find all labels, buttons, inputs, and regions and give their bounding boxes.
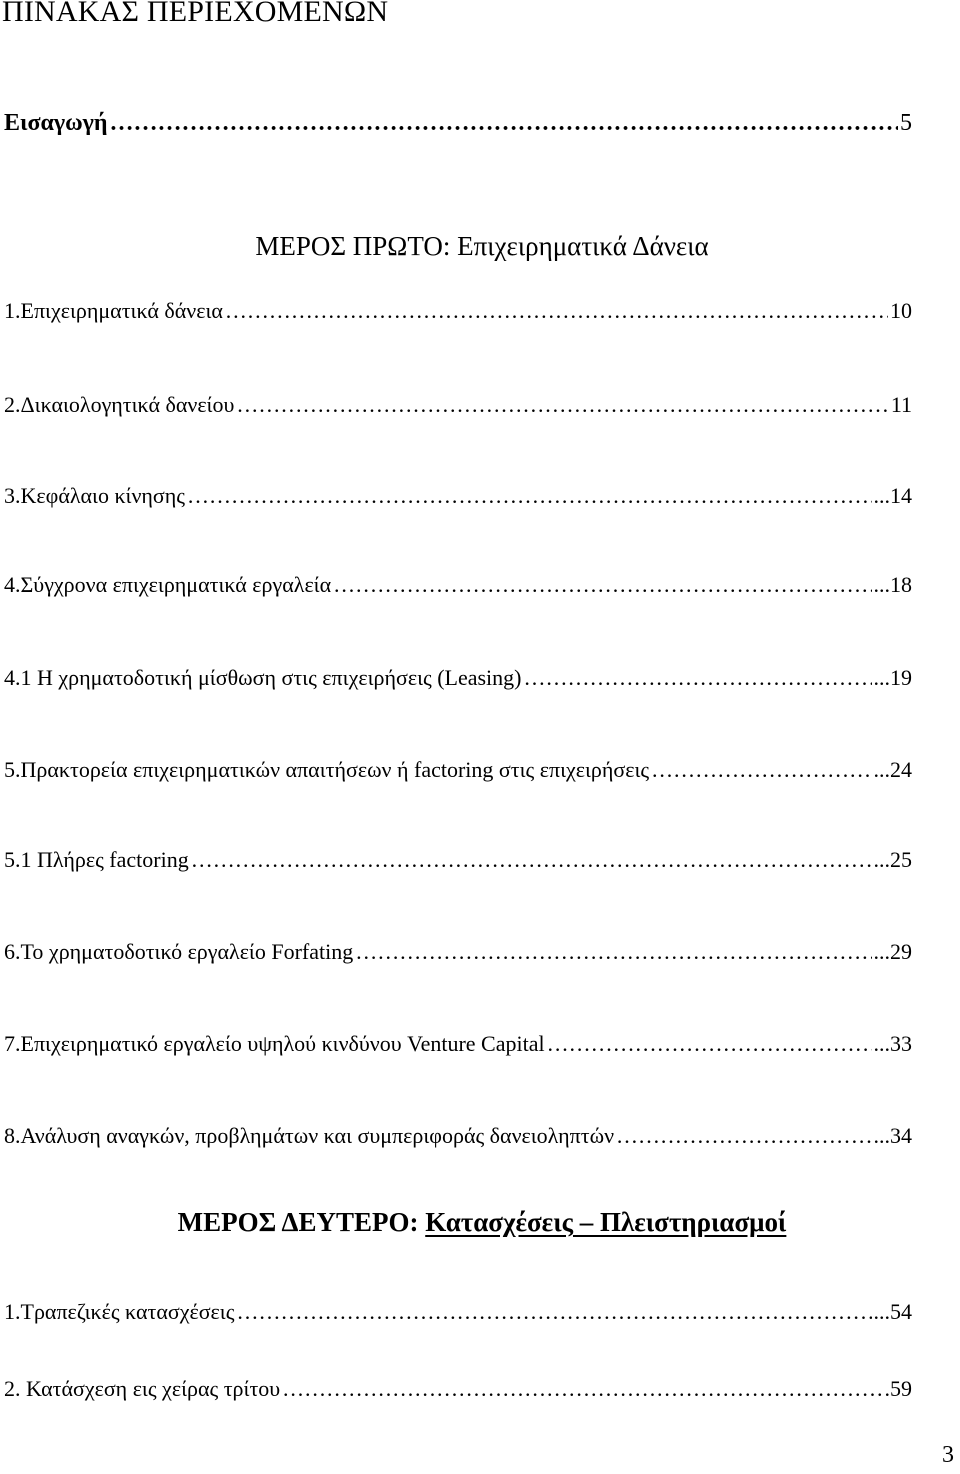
toc-entry-page: 11: [890, 392, 912, 417]
toc-entry-page: ...54: [873, 1299, 912, 1324]
toc-entry-label: 5.1 Πλήρες factoring: [4, 847, 189, 872]
toc-entry-label: 4.1 Η χρηματοδοτική μίσθωση στις επιχειρήσεις (Leasing): [4, 665, 522, 690]
toc-entry[interactable]: [4, 755, 912, 789]
toc-entry-page: ...34: [873, 1123, 912, 1148]
toc-entry[interactable]: [4, 1374, 912, 1408]
toc-entry-label: 2. Κατάσχεση εις χείρας τρίτου: [4, 1376, 281, 1401]
toc-entry-page: ...24: [873, 757, 912, 782]
part2-heading: [2, 1204, 960, 1240]
page-number: 3: [942, 1442, 954, 1468]
toc-entry[interactable]: [4, 570, 912, 604]
toc-entry-label: 7.Επιχειρηματικό εργαλείο υψηλού κινδύνου Venture Capital: [4, 1031, 545, 1056]
toc-entry-page: ...18: [873, 572, 912, 597]
toc-leader-dots: [355, 937, 871, 967]
toc-entry-page: ...29: [873, 939, 912, 964]
toc-entry[interactable]: [4, 481, 912, 515]
toc-entry-label: 1.Τραπεζικές κατασχέσεις: [4, 1299, 235, 1324]
toc-entry[interactable]: [4, 1029, 912, 1063]
toc-entry-label: 1.Επιχειρηματικά δάνεια: [4, 298, 223, 323]
toc-leader-dots: [616, 1121, 871, 1151]
toc-leader-dots: [524, 663, 872, 693]
toc-title: ΠΙΝΑΚΑΣ ΠΕΡΙΕΧΟΜΕΝΩΝ: [2, 0, 389, 28]
toc-leader-dots: [547, 1029, 872, 1059]
toc-entry-page: ...33: [873, 1031, 912, 1056]
toc-entry[interactable]: [4, 1121, 912, 1155]
toc-entry-label: Εισαγωγή: [4, 110, 108, 136]
toc-entry-label: 4.Σύγχρονα επιχειρηματικά εργαλεία: [4, 572, 332, 597]
part2-heading-prefix: ΜΕΡΟΣ ΔΕΥΤΕΡΟ:: [177, 1207, 426, 1237]
toc-entry[interactable]: [4, 845, 912, 879]
toc-entry-page: .59: [884, 1376, 912, 1401]
toc-entry[interactable]: [4, 296, 912, 330]
toc-leader-dots: [187, 481, 872, 511]
toc-entry-label: 3.Κεφάλαιο κίνησης: [4, 483, 185, 508]
toc-entry[interactable]: [4, 663, 912, 697]
toc-leader-dots: [191, 845, 872, 875]
toc-entry[interactable]: [4, 1297, 912, 1331]
part2-heading-underlined: Κατασχέσεις – Πλειστηριασμοί: [425, 1207, 787, 1237]
toc-entry-intro[interactable]: [4, 108, 912, 142]
toc-entry-page: ...19: [873, 665, 912, 690]
toc-leader-dots: [236, 1297, 871, 1327]
toc-entry-label: 2.Δικαιολογητικά δανείου: [4, 392, 235, 417]
toc-leader-dots: [236, 390, 888, 420]
toc-entry-page: 10: [890, 298, 912, 323]
toc-entry-label: 6.Το χρηματοδοτικό εργαλείο Forfating: [4, 939, 354, 964]
toc-leader-dots: [651, 755, 871, 785]
toc-leader-dots: [333, 570, 871, 600]
toc-entry[interactable]: [4, 390, 912, 424]
toc-entry-label: 5.Πρακτορεία επιχειρηματικών απαιτήσεων ή factoring στις επιχειρήσεις: [4, 757, 650, 782]
toc-leader-dots: [225, 296, 888, 326]
toc-leader-dots: [282, 1374, 882, 1404]
part1-heading: ΜΕΡΟΣ ΠΡΩΤΟ: Επιχειρηματικά Δάνεια: [255, 231, 709, 261]
toc-entry-page: ...14: [873, 483, 912, 508]
toc-leader-dots: [110, 108, 898, 138]
toc-entry-page: 5: [900, 110, 912, 136]
toc-entry[interactable]: [4, 937, 912, 971]
toc-entry-label: 8.Ανάλυση αναγκών, προβλημάτων και συμπεριφοράς δανειοληπτών: [4, 1123, 615, 1148]
toc-entry-page: ...25: [873, 847, 912, 872]
